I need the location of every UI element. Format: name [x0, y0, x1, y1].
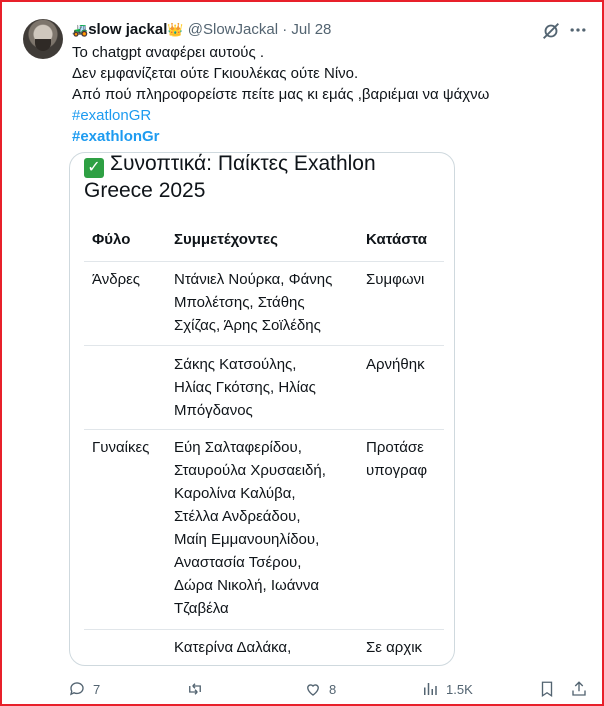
tweet-text-line: Το chatgpt αναφέρει αυτούς .: [72, 44, 265, 61]
like-button[interactable]: [304, 678, 336, 700]
views-count: 1.5K: [446, 681, 473, 697]
share-button[interactable]: [570, 678, 588, 700]
hashtag-link[interactable]: #exathlonGr: [72, 128, 160, 145]
row1-status: Συμφωνι: [366, 271, 425, 288]
tweet-header: [72, 20, 542, 40]
hashtag-link[interactable]: #exatlonGR: [72, 107, 152, 124]
name-line: Σταυρούλα Χρυσαειδή,: [174, 462, 326, 479]
name-line: Ντάνιελ Νούρκα, Φάνης: [174, 271, 333, 288]
reply-button[interactable]: [68, 678, 100, 700]
row2-status: Αρνήθηκ: [366, 356, 425, 373]
image-title-line2: Greece 2025: [84, 179, 206, 202]
tweet-text: [72, 42, 582, 147]
name-line: Μαίη Εμμανουηλίδου,: [174, 531, 320, 548]
heart-icon: [304, 680, 322, 698]
name-line: Δώρα Νικολή, Ιωάννα: [174, 577, 320, 594]
bookmark-icon: [538, 680, 556, 698]
bookmark-button[interactable]: [538, 678, 556, 700]
header-separator: ·: [282, 21, 288, 38]
tweet-text-line: Από πού πληροφορείστε πείτε μας κι εμάς ,βαριέμαι να ψάχνω: [72, 86, 490, 103]
tweet-text-line: Δεν εμφανίζεται ούτε Γκιουλέκας ούτε Νίνο.: [72, 65, 359, 82]
name-line: Τζαβέλα: [174, 600, 229, 617]
row3-status: [366, 436, 434, 482]
name-line: Σάκης Κατσούλης,: [174, 356, 297, 373]
table-divider: [84, 629, 444, 630]
row4-status: Σε αρχικ: [366, 639, 423, 656]
row1-gender: Άνδρες: [92, 271, 141, 288]
tweet-image[interactable]: [69, 152, 455, 666]
name-line: Μπόγδανος: [174, 402, 253, 419]
repost-icon: [186, 680, 204, 698]
table-header-gender: Φύλο: [92, 231, 131, 248]
reply-count: 7: [93, 681, 101, 697]
status-line: υπογραφ: [366, 462, 428, 479]
grok-icon[interactable]: [540, 20, 562, 42]
row2-names: [174, 353, 316, 422]
name-line: Στέλλα Ανδρεάδου,: [174, 508, 301, 525]
name-line: Αναστασία Τσέρου,: [174, 554, 302, 571]
table-header-status: Κατάστα: [366, 231, 427, 248]
name-line: Σχίζας, Άρης Σοϊλέδης: [174, 317, 321, 334]
more-options-icon[interactable]: [568, 20, 588, 40]
name-line: Ηλίας Γκότσης, Ηλίας: [174, 379, 316, 396]
author-handle[interactable]: @SlowJackal: [187, 21, 279, 38]
table-divider: [84, 429, 444, 430]
author-name[interactable]: slow jackal: [88, 21, 168, 38]
crown-emoji: 👑: [167, 22, 184, 37]
tractor-emoji: 🚜: [72, 22, 89, 37]
views-chart-icon: [421, 680, 439, 698]
row1-names: [174, 268, 332, 337]
row4-names: [174, 636, 291, 659]
views-button[interactable]: [421, 678, 473, 700]
check-mark-icon: ✓: [84, 158, 104, 178]
reply-icon: [68, 680, 86, 698]
share-icon: [570, 680, 588, 698]
row3-names: [174, 436, 326, 620]
status-line: Προτάσε: [366, 439, 424, 456]
row3-gender: Γυναίκες: [92, 439, 150, 456]
post-date[interactable]: Jul 28: [291, 21, 332, 38]
table-divider: [84, 261, 444, 262]
table-header-participants: Συμμετέχοντες: [174, 231, 278, 248]
action-bar: [68, 678, 588, 700]
image-title: [84, 152, 455, 204]
name-line: Μπολέτσης, Στάθης: [174, 294, 305, 311]
like-count: 8: [329, 681, 337, 697]
table-divider: [84, 345, 444, 346]
image-title-line1: Συνοπτικά: Παίκτες Exathlon: [110, 152, 376, 175]
repost-button[interactable]: [186, 678, 211, 700]
name-line: Εύη Σαλταφερίδου,: [174, 439, 302, 456]
name-line: Κατερίνα Δαλάκα,: [174, 639, 292, 656]
name-line: Καρολίνα Καλύβα,: [174, 485, 296, 502]
avatar[interactable]: [23, 19, 63, 59]
